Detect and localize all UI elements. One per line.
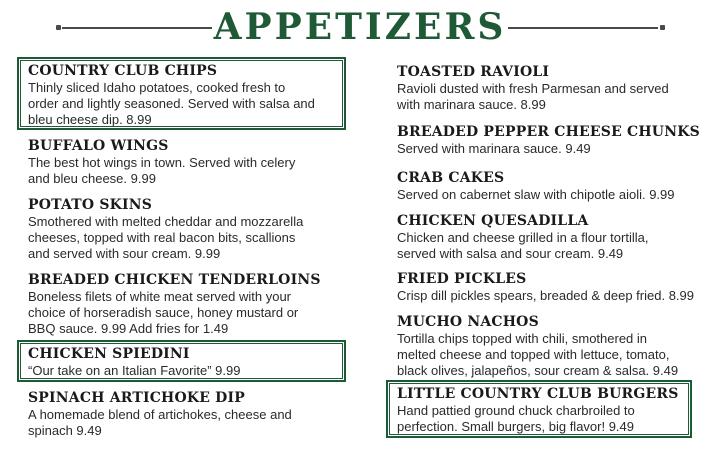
menu-item-potato-skins xyxy=(28,197,358,262)
item-name: CRAB CAKES xyxy=(397,170,505,186)
menu-item-little-country-club-burgers xyxy=(386,380,692,438)
item-description: Served with marinara sauce. 9.49 xyxy=(397,141,591,156)
item-description: Hand pattied ground chuck charbroiled to perfection. Small burgers, big flavor! 9.49 xyxy=(397,403,635,434)
item-name: MUCHO NACHOS xyxy=(397,314,539,330)
menu-title: APPETIZERS xyxy=(213,6,507,48)
item-description: Smothered with melted cheddar and mozzarella cheeses, topped with real bacon bits, scallions and served with sour cream. 9.99 xyxy=(28,214,304,261)
item-name: FRIED PICKLES xyxy=(397,271,527,287)
menu-item-toasted-ravioli xyxy=(397,64,712,113)
item-description: The best hot wings in town. Served with celery and bleu cheese. 9.99 xyxy=(28,155,296,186)
menu-item-chicken-quesadilla xyxy=(397,213,712,262)
item-description: Crisp dill pickles spears, breaded & deep fried. 8.99 xyxy=(397,288,694,303)
item-name: BUFFALO WINGS xyxy=(28,138,169,154)
menu-item-crab-cakes xyxy=(397,170,712,203)
item-name: SPINACH ARTICHOKE DIP xyxy=(28,390,246,406)
menu-item-chicken-spiedini xyxy=(17,340,346,382)
item-name: BREADED CHICKEN TENDERLOINS xyxy=(28,272,321,288)
item-name: BREADED PEPPER CHEESE CHUNKS xyxy=(397,124,700,140)
menu-item-breaded-pepper-cheese-chunks xyxy=(397,124,712,157)
menu-item-country-club-chips xyxy=(17,57,346,130)
item-description: Served on cabernet slaw with chipotle aioli. 9.99 xyxy=(397,187,675,202)
item-description: “Our take on an Italian Favorite” 9.99 xyxy=(28,363,241,378)
item-name: LITTLE COUNTRY CLUB BURGERS xyxy=(397,386,679,402)
item-name: POTATO SKINS xyxy=(28,197,153,213)
menu-item-breaded-chicken-tenderloins xyxy=(28,272,358,337)
item-description: Ravioli dusted with fresh Parmesan and served with marinara sauce. 8.99 xyxy=(397,81,669,112)
menu-header xyxy=(0,4,720,50)
item-name: TOASTED RAVIOLI xyxy=(397,64,550,80)
header-rule-right xyxy=(508,27,658,29)
menu-item-spinach-artichoke-dip xyxy=(28,390,358,439)
item-name: COUNTRY CLUB CHIPS xyxy=(28,63,218,79)
item-name: CHICKEN SPIEDINI xyxy=(28,346,190,362)
item-description: Tortilla chips topped with chili, smothered in melted cheese and topped with lettuce, tomato, black olives, jalapeños, sour cream & salsa. 9.49 xyxy=(397,331,679,378)
item-description: Boneless filets of white meat served with your choice of horseradish sauce, honey mustard or BBQ sauce. 9.99 Add fries for 1.49 xyxy=(28,289,299,336)
item-name: CHICKEN QUESADILLA xyxy=(397,213,589,229)
item-description: A homemade blend of artichokes, cheese and spinach 9.49 xyxy=(28,407,292,438)
item-description: Chicken and cheese grilled in a flour tortilla, served with salsa and sour cream. 9.49 xyxy=(397,230,649,261)
menu-item-mucho-nachos xyxy=(397,314,712,379)
menu-item-fried-pickles xyxy=(397,271,712,304)
rule-end-dot xyxy=(660,25,665,30)
item-description: Thinly sliced Idaho potatoes, cooked fresh to order and lightly seasoned. Served with salsa and bleu cheese dip. 8.99 xyxy=(28,80,315,127)
menu-item-buffalo-wings xyxy=(28,138,358,187)
